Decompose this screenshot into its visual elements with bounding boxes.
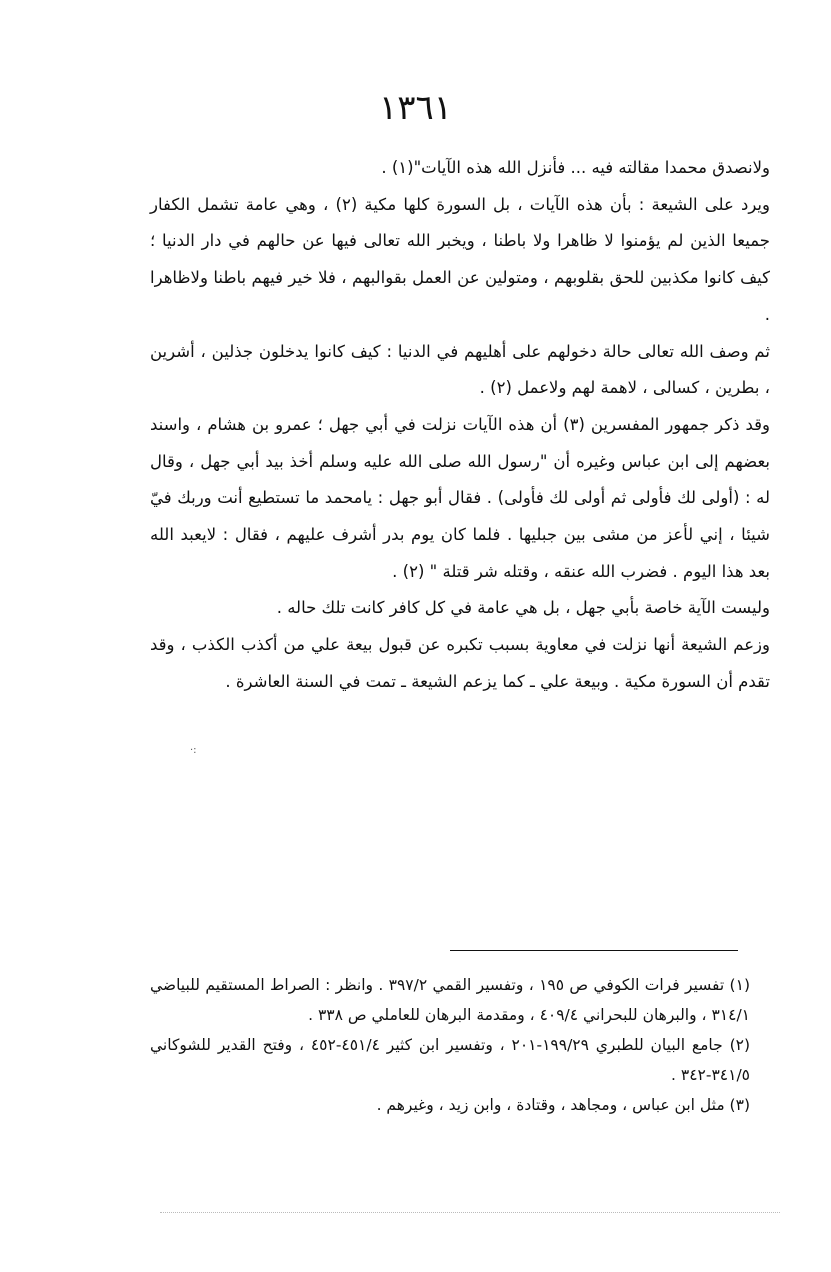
paragraph: ثم وصف الله تعالى حالة دخولهم على أهليهم في الدنيا : كيف كانوا يدخلون جذلين ، أشرين ، بطرين ، كسالى ، لاهمة لهم ولاعمل (٢) . (150, 341, 770, 398)
paragraph: وليست الآية خاصة بأبي جهل ، بل هي عامة في كل كافر كانت تلك حاله . (276, 598, 770, 618)
paragraph: ولانصدق محمدا مقالته فيه ... فأنزل الله هذه الآيات"(١) . (381, 158, 770, 177)
paragraph: ويرد على الشيعة : بأن هذه الآيات ، بل السورة كلها مكية (٢) ، وهي عامة تشمل الكفار جميعا الذين لم يؤمنوا لا ظاهرا ولا باطنا ، ويخبر الله تعالى فيها عن حالهم في دار الدنيا ؛ كيف كانوا مكذبين للحق بقلوبهم ، ومتولين عن العمل بقوالبهم ، فلا خير فيهم باطنا ولاظاهرا . (150, 194, 770, 324)
paragraph: وقد ذكر جمهور المفسرين (٣) أن هذه الآيات نزلت في أبي جهل ؛ عمرو بن هشام ، واسند بعضهم إلى ابن عباس وغيره أن "رسول الله صلى الله عليه وسلم أخذ بيد أبي جهل ، وقال له : (أولى لك فأولى ثم أولى لك فأولى) . فقال أبو جهل : يامحمد ما تستطيع أنت وربك فيّ شيئا ، إني لأعز من مشى بين جبليها . فلما كان يوم بدر أشرف عليهم ، فقال : لايعبد الله بعد هذا اليوم . فضرب الله عنقه ، وقتله شر قتلة " (٢) . (150, 414, 770, 581)
footnote: (١) تفسير فرات الكوفي ص ١٩٥ ، وتفسير القمي ٣٩٧/٢ . وانظر : الصراط المستقيم للبياضي ٣١٤/١ ، والبرهان للبحراني ٤٠٩/٤ ، ومقدمة البرهان للعاملي ص ٣٣٨ . (150, 976, 750, 1024)
footnote: (٢) جامع البيان للطبري ١٩٩/٢٩-٢٠١ ، وتفسير ابن كثير ٤٥١/٤-٤٥٢ ، وفتح القدير للشوكاني ٣٤١/٥-٣٤٢ . (150, 1036, 751, 1084)
footnote: (٣) مثل ابن عباس ، ومجاهد ، وقتادة ، وابن زيد ، وغيرهم . (376, 1096, 750, 1114)
footnotes (150, 970, 750, 1120)
page-number: ١٣٦١ (378, 88, 453, 128)
footnote-divider (450, 950, 738, 951)
scan-speck: ·: (190, 745, 197, 756)
page-bottom-edge (160, 1212, 780, 1213)
paragraph: وزعم الشيعة أنها نزلت في معاوية بسبب تكبره عن قبول بيعة علي من أكذب الكذب ، وقد تقدم أن السورة مكية . وبيعة علي ـ كما يزعم الشيعة ـ تمت في السنة العاشرة . (150, 635, 770, 691)
main-text (150, 150, 770, 701)
